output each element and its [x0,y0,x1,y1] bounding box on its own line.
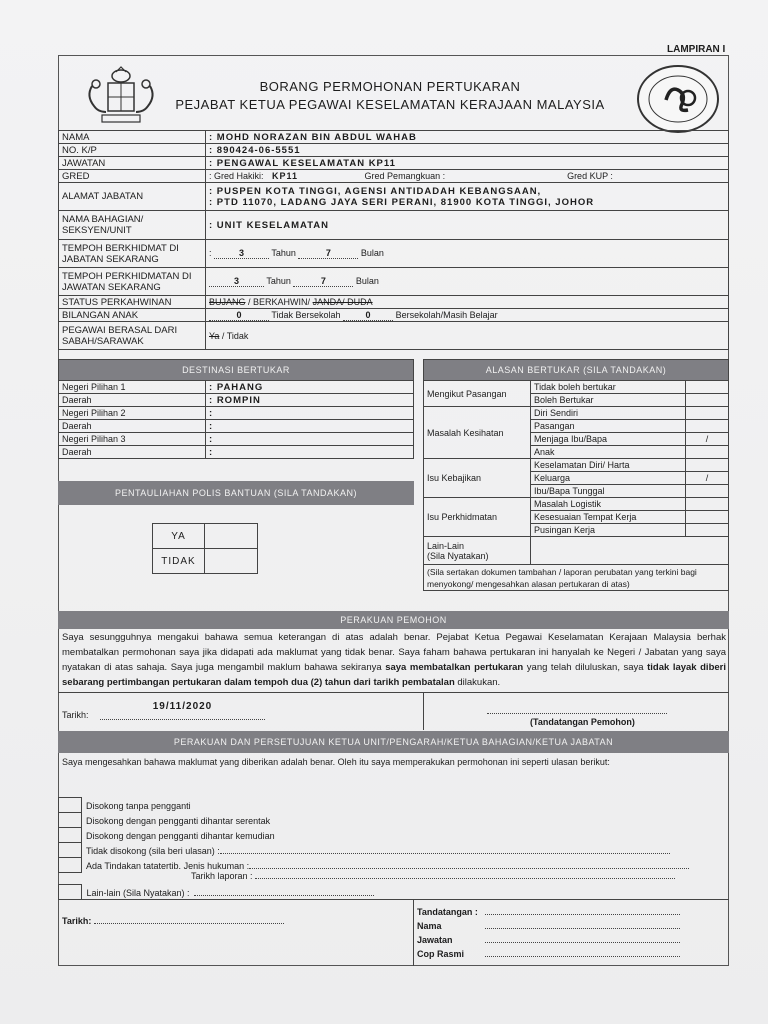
perakuan-text-c: yang telah diluluskan, saya [523,662,648,673]
status-value[interactable] [206,296,729,309]
bahagian-label-line2: SEKSYEN/UNIT [62,225,132,236]
anak-tidak-sekolah[interactable]: 0 [209,310,269,321]
asal-ya: Ya [209,330,220,341]
destinasi-table [58,359,414,459]
alasan-lain-label [424,537,531,565]
jawatan-value[interactable]: : PENGAWAL KESELAMATAN KP11 [206,157,729,170]
alasan-group-label: Isu Kebajikan [424,459,531,498]
alasan-item-label: Keselamatan Diri/ Harta [531,459,686,472]
destinasi-row-label: Daerah [59,446,206,459]
destinasi-row [59,433,414,446]
ketua-tarikh-field[interactable] [94,923,284,924]
bulan-label: Bulan [360,248,384,258]
ketua-option-field[interactable] [220,853,670,854]
destinasi-header: DESTINASI BERTUKAR [59,360,414,381]
ketua-option-field[interactable] [249,868,689,869]
ketua-tarikh-label: Tarikh: [62,916,92,926]
alasan-item-label: Menjaga Ibu/Bapa [531,433,686,446]
ketua-sign-block [417,907,680,963]
destinasi-row-value[interactable]: : [206,446,414,459]
alasan-item-label: Pasangan [531,420,686,433]
gred-pemangkuan-label: Gred Pemangkuan : [364,171,446,181]
tempoh1-tahun[interactable]: 3 [214,248,269,259]
alasan-item-checkbox[interactable] [686,420,729,433]
anak-tidak-sekolah-label: Tidak Bersekolah [271,309,341,320]
sign-label: Cop Rasmi [417,949,465,959]
tempoh2-label-line1: TEMPOH PERKHIDMATAN DI [62,270,192,282]
ketua-options [58,796,729,871]
gred-row [206,170,729,183]
tempoh2-value[interactable] [206,268,729,296]
alasan-item-checkbox[interactable]: / [686,472,729,485]
alasan-item-label: Diri Sendiri [531,407,686,420]
asal-label-line1: PEGAWAI BERASAL DARI [62,324,178,336]
ketua-option-checkbox[interactable] [58,857,82,873]
perakuan-text [62,630,726,690]
tempoh2-label [59,268,206,296]
tempoh1-label [59,240,206,268]
asal-tidak: / Tidak [221,330,249,341]
ketua-option-row [58,841,729,856]
alasan-item-checkbox[interactable] [686,381,729,394]
destinasi-row-value-text: PAHANG [216,381,264,393]
alasan-group-label: Masalah Kesihatan [424,407,531,459]
gred-hakiki-value[interactable]: KP11 [272,171,299,181]
alasan-item-checkbox[interactable] [686,446,729,459]
asal-label [59,322,206,350]
destinasi-row [59,394,414,407]
destinasi-rows [59,381,414,459]
destinasi-row [59,407,414,420]
form-title-line2: PEJABAT KETUA PEGAWAI KESELAMATAN KERAJAAN MALAYSIA [175,97,605,112]
alasan-item-checkbox[interactable] [686,407,729,420]
destinasi-row-value[interactable]: : [206,407,414,420]
perakuan-text-d: tidak layak diberi sebarang pertimbangan pertukaran dalam tempoh dua (2) tahun dari tarikh pembatalan [62,662,726,688]
sign-label: Jawatan [417,935,453,945]
destinasi-row-label: Daerah [59,394,206,407]
polis-ya-label: YA [153,524,205,549]
gred-hakiki-label: : Gred Hakiki: [209,171,264,181]
tempoh1-bulan[interactable]: 7 [298,248,358,259]
tempoh1-label-line1: TEMPOH BERKHIDMAT DI [62,242,179,254]
tarikh-laporan-field[interactable] [255,878,675,879]
ketua-option-label: Disokong dengan pengganti dihantar kemudian [86,831,275,841]
alasan-item-checkbox[interactable] [686,459,729,472]
alasan-note: (Sila sertakan dokumen tambahan / laporan perubatan yang terkini bagi menyokong/ mengesahkan alasan pertukaran di atas) [424,565,729,591]
ketua-vdivider [413,899,414,966]
alasan-lain-field[interactable] [531,537,729,565]
perakuan-tarikh-label: Tarikh: [62,710,89,720]
jawatan-label: JAWATAN [59,157,206,170]
cgso-seal-icon [636,64,720,134]
perakuan-text-b: saya membatalkan pertukaran [385,662,524,673]
destinasi-row-value[interactable]: : PAHANG [206,381,414,394]
ketua-option-row [58,811,729,826]
alamat-line1: : PUSPEN KOTA TINGGI, AGENSI ANTIDADAH KEBANGSAAN, [209,185,542,197]
perakuan-divider [58,692,729,693]
alasan-item-label: Ibu/Bapa Tunggal [531,485,686,498]
nama-label: NAMA [59,131,206,144]
perakuan-header: PERAKUAN PEMOHON [58,611,729,629]
form-title-line1: BORANG PERMOHONAN PERTUKARAN [259,79,521,94]
alasan-row [424,381,729,394]
sign-field[interactable] [485,914,680,915]
status-label: STATUS PERKAHWINAN [59,296,206,309]
alasan-rows [424,381,729,537]
alamat-value[interactable] [206,183,729,211]
perakuan-tarikh-value[interactable]: 19/11/2020 [100,701,265,720]
destinasi-row-value-text: ROMPIN [216,394,261,406]
ketua-option-row [58,796,729,811]
anak-sekolah-label: Bersekolah/Masih Belajar [395,309,498,320]
status-berkahwin: / BERKAHWIN/ [248,297,311,307]
alasan-item-label: Pusingan Kerja [531,524,686,537]
alasan-item-checkbox[interactable] [686,498,729,511]
perakuan-vdivider [423,692,424,730]
alasan-item-label: Kesesuaian Tempat Kerja [531,511,686,524]
polis-tidak-checkbox[interactable] [205,549,258,574]
destinasi-row [59,446,414,459]
alasan-item-label: Boleh Bertukar [531,394,686,407]
destinasi-row-value[interactable]: : [206,420,414,433]
nokp-label: NO. K/P [59,144,206,157]
tempoh2-label-line2: JAWATAN SEKARANG [62,281,161,293]
sign-label: Nama [417,921,442,931]
ketua-option-label: Ada Tindakan tatatertib. Jenis hukuman : [86,861,250,871]
bulan-label: Bulan [355,276,379,286]
alasan-group-label: Mengikut Pasangan [424,381,531,407]
alasan-item-label: Tidak boleh bertukar [531,381,686,394]
tempoh2-tahun[interactable]: 3 [209,276,264,287]
alasan-item-checkbox[interactable] [686,394,729,407]
ketua-intro: Saya mengesahkan bahawa maklumat yang diberikan adalah benar. Oleh itu saya memperakukan permohonan ini seperti ulasan berikut: [62,757,610,767]
alasan-item-label: Anak [531,446,686,459]
lain-label: Lain-lain (Sila Nyatakan) : [86,888,190,898]
destinasi-row-label: Daerah [59,420,206,433]
tahun-label: Tahun [266,276,291,286]
alasan-row [424,459,729,472]
status-bujang: BUJANG [209,297,246,307]
alasan-header: ALASAN BERTUKAR (SILA TANDAKAN) [424,360,729,381]
lampiran-label: LAMPIRAN I [667,44,726,55]
alasan-item-checkbox[interactable] [686,511,729,524]
perakuan-text-a: Saya sesungguhnya mengakui bahawa semua keterangan di atas adalah benar. Pejabat Ketua Pegawai Keselamatan Kerajaan Malaysia berhak membatalkan permohonan saya jika didapati ada maklumat yang tidak benar. Saya faham bahawa pertukaran ini hanyalah ke Negeri / Jabatan yang saya nyatakan di atas sahaja. Saya juga mengambil maklum bahawa sekiranya [62,632,726,673]
nokp-value[interactable]: : 890424-06-5551 [206,144,729,157]
destinasi-row-label: Negeri Pilihan 3 [59,433,206,446]
bahagian-value[interactable]: : UNIT KESELAMATAN [206,211,729,240]
tempoh1-value[interactable]: : 3 Tahun 7 Bulan [206,240,729,268]
destinasi-row-value[interactable]: : ROMPIN [206,394,414,407]
destinasi-row-label: Negeri Pilihan 1 [59,381,206,394]
ketua-option-label: Tidak disokong (sila beri ulasan) : [86,846,220,856]
perakuan-tandatangan-label: (Tandatangan Pemohon) [530,717,635,727]
ketua-divider [58,899,729,900]
alamat-label: ALAMAT JABATAN [59,183,206,211]
asal-value[interactable] [206,322,729,350]
ketua-option-label: Disokong tanpa pengganti [86,801,191,811]
sign-row [417,935,680,949]
tempoh1-label-line2: JABATAN SEKARANG [62,253,159,265]
tarikh-laporan-row [191,871,675,881]
alasan-table [423,359,729,591]
sign-field[interactable] [485,942,680,943]
destinasi-row-label: Negeri Pilihan 2 [59,407,206,420]
tahun-label: Tahun [271,248,296,258]
status-janda: JANDA/ DUDA [312,297,373,307]
destinasi-row [59,381,414,394]
destinasi-row [59,420,414,433]
alasan-lain-line2: (Sila Nyatakan) [427,550,489,561]
alasan-item-label: Keluarga [531,472,686,485]
sign-row [417,949,680,963]
bahagian-label-line1: NAMA BAHAGIAN/ [62,214,144,225]
alamat-line2: : PTD 11070, LADANG JAYA SERI PERANI, 81900 KOTA TINGGI, JOHOR [209,196,595,208]
sign-field[interactable] [485,956,680,957]
ketua-option-row [58,856,729,871]
alasan-lain-line1: Lain-Lain [427,540,465,551]
alasan-item-checkbox[interactable] [686,485,729,498]
personal-details-table [58,130,729,350]
anak-sekolah[interactable]: 0 [343,310,393,321]
ketua-option-label: Disokong dengan pengganti dihantar serentak [86,816,271,826]
polis-header: PENTAULIAHAN POLIS BANTUAN (SILA TANDAKAN) [58,481,414,505]
sign-row [417,907,680,921]
polis-tidak-label: TIDAK [153,549,205,574]
alasan-item-label: Masalah Logistik [531,498,686,511]
perakuan-text-e: dilakukan. [454,677,501,688]
gred-label: GRED [59,170,206,183]
destinasi-row-value[interactable]: : [206,433,414,446]
lain-field[interactable] [194,895,374,896]
sign-row [417,921,680,935]
anak-label: BILANGAN ANAK [59,309,206,322]
perakuan-signature-line[interactable] [487,703,667,714]
polis-ya-checkbox[interactable] [205,524,258,549]
ketua-option-row [58,826,729,841]
alasan-group-label: Isu Perkhidmatan [424,498,531,537]
nama-value[interactable]: : MOHD NORAZAN BIN ABDUL WAHAB [206,131,729,144]
asal-label-line2: SABAH/SARAWAK [62,335,144,347]
alasan-item-checkbox[interactable] [686,524,729,537]
bahagian-label [59,211,206,240]
polis-options [152,523,258,574]
ketua-header: PERAKUAN DAN PERSETUJUAN KETUA UNIT/PENGARAH/KETUA BAHAGIAN/KETUA JABATAN [58,731,729,753]
sign-field[interactable] [485,928,680,929]
sign-label: Tandatangan : [417,907,478,917]
tempoh2-bulan[interactable]: 7 [293,276,353,287]
alasan-item-checkbox[interactable]: / [686,433,729,446]
alasan-row [424,498,729,511]
anak-value[interactable] [206,309,729,322]
tarikh-laporan-label: Tarikh laporan : [191,871,253,881]
alasan-row [424,407,729,420]
lain-checkbox[interactable] [58,884,82,900]
gred-kup-label: Gred KUP : [567,171,613,181]
ketua-tarikh-row [62,916,284,926]
